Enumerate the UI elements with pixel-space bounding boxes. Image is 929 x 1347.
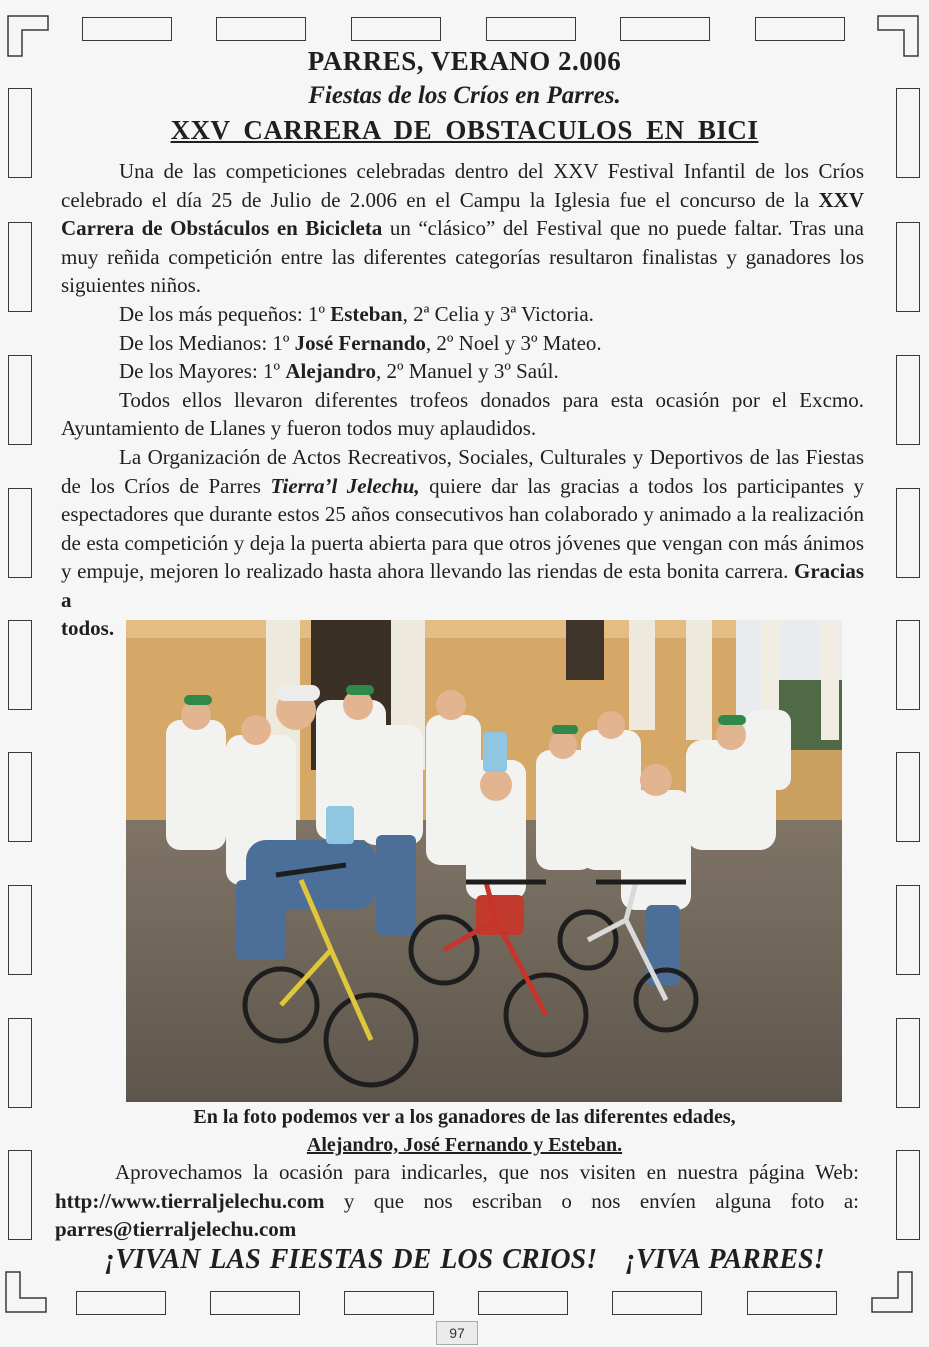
thanks-paragraph: La Organización de Actos Recreativos, Sociales, Culturales y Deportivos de las Fiestas de los Críos de Parres Tierra’l Jelechu, quiere dar las gracias a todos los participantes y espectadores que durante estos 25 años consecutivos han colaborado y animado a la realización de esta competición y deja la puerta abierta para que otros jóvenes que vengan con más ánimos y empuje, mejoren lo realizado hasta ahora llevando las riendas de esta bonita carrera. Gracias a [61,444,865,612]
photo-illustration [126,620,842,1102]
event-title: XXV CARRERA DE OBSTACULOS EN BICI [170,115,759,145]
small-category-winners: De los más pequeños: 1º Esteban, 2ª Celia y 3ª Victoria. [119,301,594,326]
caption-line-2: Alejandro, José Fernando y Esteban. [306,1134,623,1156]
closing-paragraph: Aprovechamos la ocasión para indicarles, que nos visiten en nuestra página Web: http://www.tierraljelechu.com y que nos escriban o nos envíen alguna foto a: parres@tierraljelechu.com [55,1160,859,1241]
email-link[interactable]: parres@tierraljelechu.com [55,1217,297,1241]
photo-caption [60,1103,869,1159]
older-category-winners: De los Mayores: 1º Alejandro, 2º Manuel y 3º Saúl. [119,359,559,384]
website-link[interactable]: http://www.tierraljelechu.com [55,1188,325,1213]
thanks-end: todos. [61,616,115,640]
medium-category-winners: De los Medianos: 1º José Fernando, 2º Noel y 3º Mateo. [119,330,602,355]
intro-paragraph: Una de las competiciones celebradas dentro del XXV Festival Infantil de los Críos celebrado el día 25 de Julio de 2.006 en el Campu la Iglesia fue el concurso de la XXV Carrera de Obstáculos en Bicicleta un “clásico” del Festival que no puede faltar. Tras una muy reñida competición entre las diferentes categorías resultaron finalistas y ganadores los siguientes niños. [61,159,864,298]
slogan [40,1244,889,1276]
slogan-fiestas: ¡VIVAN LAS FIESTAS DE LOS CRIOS! [104,1244,598,1275]
slogan-parres: ¡VIVA PARRES! [625,1244,825,1275]
trophies-paragraph: Todos ellos llevaron diferentes trofeos donados para esta ocasión por el Excmo. Ayuntamiento de Llanes y fueron todos muy aplaudidos. [61,387,864,441]
article-body [61,157,864,615]
caption-line-1: En la foto podemos ver a los ganadores de las diferentes edades, [193,1106,736,1128]
page-title: PARRES, VERANO 2.006 [307,46,622,76]
winners-photo [126,620,842,1102]
page-number: 97 [436,1321,478,1345]
page-subtitle: Fiestas de los Críos en Parres. [308,82,621,109]
